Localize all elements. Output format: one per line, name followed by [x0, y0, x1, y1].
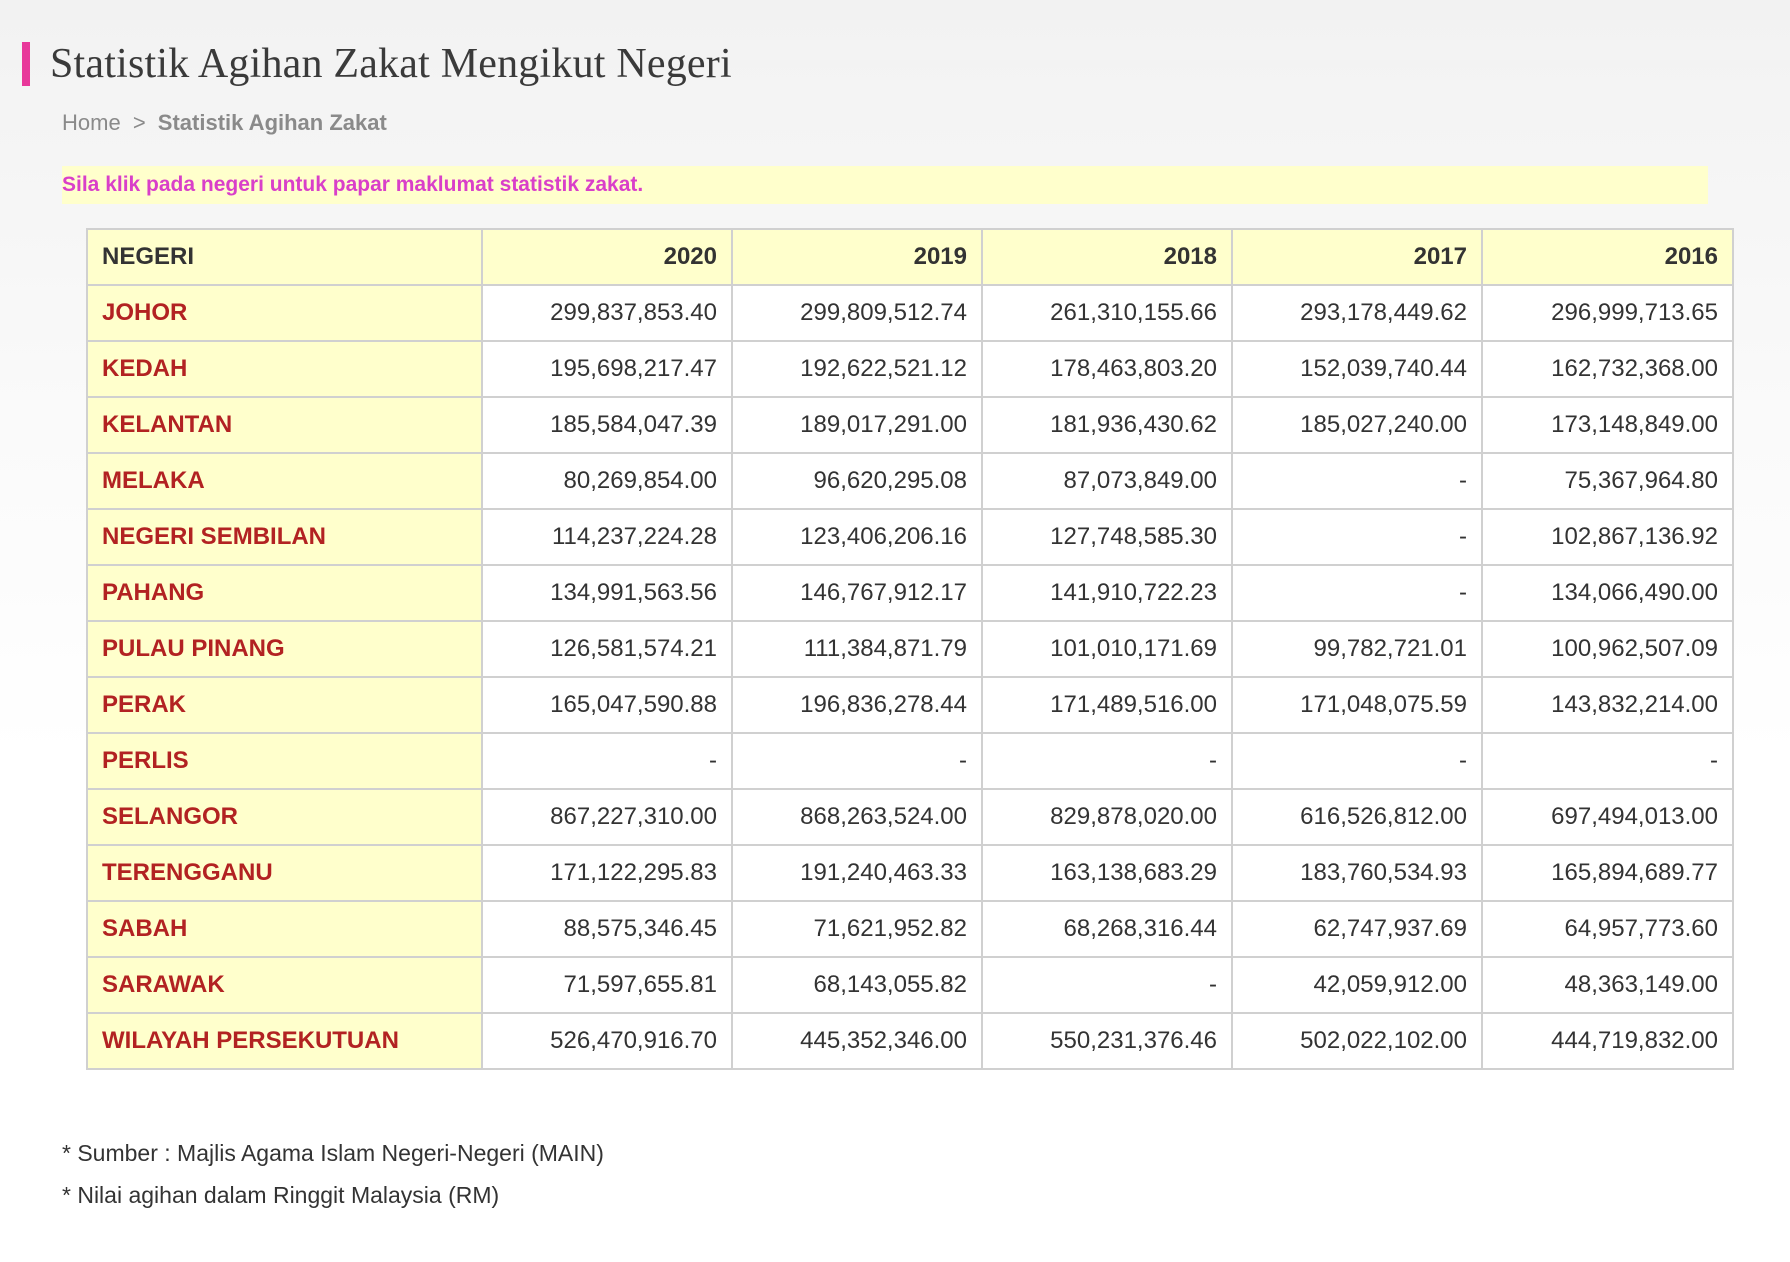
footnote-source: * Sumber : Majlis Agama Islam Negeri-Negeri (MAIN): [62, 1140, 604, 1166]
value-cell: 101,010,171.69: [982, 621, 1232, 677]
value-cell: 80,269,854.00: [482, 453, 732, 509]
notice-text: Sila klik pada negeri untuk papar maklumat statistik zakat.: [62, 173, 644, 196]
value-cell: 75,367,964.80: [1482, 453, 1733, 509]
value-cell: 146,767,912.17: [732, 565, 982, 621]
state-link-selangor[interactable]: SELANGOR: [87, 789, 482, 845]
value-cell: 299,809,512.74: [732, 285, 982, 341]
value-cell: -: [1482, 733, 1733, 789]
value-cell: 191,240,463.33: [732, 845, 982, 901]
state-link-terengganu[interactable]: TERENGGANU: [87, 845, 482, 901]
state-link-perak[interactable]: PERAK: [87, 677, 482, 733]
header-year-2017: 2017: [1232, 229, 1482, 285]
footnotes: [62, 1132, 604, 1216]
state-link-perlis[interactable]: PERLIS: [87, 733, 482, 789]
table-row: [87, 957, 1733, 1013]
value-cell: 114,237,224.28: [482, 509, 732, 565]
header-year-2020: 2020: [482, 229, 732, 285]
breadcrumb-home-link[interactable]: Home: [62, 110, 121, 135]
value-cell: 183,760,534.93: [1232, 845, 1482, 901]
value-cell: 526,470,916.70: [482, 1013, 732, 1069]
table-header: [87, 229, 1733, 285]
table-row: [87, 397, 1733, 453]
table-row: [87, 789, 1733, 845]
value-cell: 102,867,136.92: [1482, 509, 1733, 565]
value-cell: 171,489,516.00: [982, 677, 1232, 733]
value-cell: 99,782,721.01: [1232, 621, 1482, 677]
value-cell: 162,732,368.00: [1482, 341, 1733, 397]
value-cell: 143,832,214.00: [1482, 677, 1733, 733]
state-link-wilayah-persekutuan[interactable]: WILAYAH PERSEKUTUAN: [87, 1013, 482, 1069]
table-row: [87, 901, 1733, 957]
value-cell: 48,363,149.00: [1482, 957, 1733, 1013]
value-cell: 293,178,449.62: [1232, 285, 1482, 341]
value-cell: 62,747,937.69: [1232, 901, 1482, 957]
value-cell: 189,017,291.00: [732, 397, 982, 453]
value-cell: 261,310,155.66: [982, 285, 1232, 341]
value-cell: 88,575,346.45: [482, 901, 732, 957]
value-cell: -: [1232, 733, 1482, 789]
state-link-sarawak[interactable]: SARAWAK: [87, 957, 482, 1013]
header-year-2019: 2019: [732, 229, 982, 285]
value-cell: 71,597,655.81: [482, 957, 732, 1013]
table-row: [87, 621, 1733, 677]
table-row: [87, 733, 1733, 789]
value-cell: 550,231,376.46: [982, 1013, 1232, 1069]
table-row: [87, 565, 1733, 621]
breadcrumb-current: Statistik Agihan Zakat: [157, 110, 387, 135]
value-cell: 868,263,524.00: [732, 789, 982, 845]
value-cell: 134,066,490.00: [1482, 565, 1733, 621]
value-cell: -: [1232, 509, 1482, 565]
value-cell: 111,384,871.79: [732, 621, 982, 677]
value-cell: 697,494,013.00: [1482, 789, 1733, 845]
value-cell: 192,622,521.12: [732, 341, 982, 397]
state-link-kelantan[interactable]: KELANTAN: [87, 397, 482, 453]
value-cell: 64,957,773.60: [1482, 901, 1733, 957]
value-cell: 829,878,020.00: [982, 789, 1232, 845]
value-cell: 171,122,295.83: [482, 845, 732, 901]
value-cell: 71,621,952.82: [732, 901, 982, 957]
breadcrumb-separator: >: [132, 110, 146, 135]
table-row: [87, 845, 1733, 901]
value-cell: 867,227,310.00: [482, 789, 732, 845]
value-cell: 96,620,295.08: [732, 453, 982, 509]
value-cell: 87,073,849.00: [982, 453, 1232, 509]
table-row: [87, 509, 1733, 565]
value-cell: 181,936,430.62: [982, 397, 1232, 453]
header-negeri: NEGERI: [87, 229, 482, 285]
state-link-kedah[interactable]: KEDAH: [87, 341, 482, 397]
state-link-melaka[interactable]: MELAKA: [87, 453, 482, 509]
value-cell: 616,526,812.00: [1232, 789, 1482, 845]
value-cell: 296,999,713.65: [1482, 285, 1733, 341]
value-cell: 185,584,047.39: [482, 397, 732, 453]
value-cell: 444,719,832.00: [1482, 1013, 1733, 1069]
value-cell: 163,138,683.29: [982, 845, 1232, 901]
value-cell: 152,039,740.44: [1232, 341, 1482, 397]
value-cell: 299,837,853.40: [482, 285, 732, 341]
value-cell: 42,059,912.00: [1232, 957, 1482, 1013]
value-cell: 134,991,563.56: [482, 565, 732, 621]
value-cell: 445,352,346.00: [732, 1013, 982, 1069]
page-header: [22, 40, 732, 88]
header-year-2018: 2018: [982, 229, 1232, 285]
value-cell: -: [982, 733, 1232, 789]
footnote-currency: * Nilai agihan dalam Ringgit Malaysia (RM): [62, 1182, 500, 1208]
state-link-pulau-pinang[interactable]: PULAU PINANG: [87, 621, 482, 677]
value-cell: -: [732, 733, 982, 789]
value-cell: -: [982, 957, 1232, 1013]
page-title: Statistik Agihan Zakat Mengikut Negeri: [50, 41, 732, 87]
value-cell: 141,910,722.23: [982, 565, 1232, 621]
breadcrumb: [62, 110, 387, 136]
value-cell: 68,143,055.82: [732, 957, 982, 1013]
state-link-negeri-sembilan[interactable]: NEGERI SEMBILAN: [87, 509, 482, 565]
table-row: [87, 677, 1733, 733]
table-row: [87, 285, 1733, 341]
value-cell: 123,406,206.16: [732, 509, 982, 565]
value-cell: 196,836,278.44: [732, 677, 982, 733]
table-header-row: [87, 229, 1733, 285]
value-cell: 171,048,075.59: [1232, 677, 1482, 733]
table-body: [87, 285, 1733, 1069]
title-accent-bar: [22, 42, 30, 86]
value-cell: 165,047,590.88: [482, 677, 732, 733]
state-link-sabah[interactable]: SABAH: [87, 901, 482, 957]
value-cell: 126,581,574.21: [482, 621, 732, 677]
table-row: [87, 341, 1733, 397]
value-cell: 502,022,102.00: [1232, 1013, 1482, 1069]
value-cell: 100,962,507.09: [1482, 621, 1733, 677]
table-row: [87, 1013, 1733, 1069]
value-cell: 195,698,217.47: [482, 341, 732, 397]
state-link-pahang[interactable]: PAHANG: [87, 565, 482, 621]
value-cell: 165,894,689.77: [1482, 845, 1733, 901]
table-row: [87, 453, 1733, 509]
state-link-johor[interactable]: JOHOR: [87, 285, 482, 341]
zakat-statistics-table: [86, 228, 1734, 1070]
value-cell: 173,148,849.00: [1482, 397, 1733, 453]
header-year-2016: 2016: [1482, 229, 1733, 285]
value-cell: 185,027,240.00: [1232, 397, 1482, 453]
value-cell: -: [1232, 453, 1482, 509]
value-cell: -: [482, 733, 732, 789]
value-cell: 68,268,316.44: [982, 901, 1232, 957]
value-cell: 127,748,585.30: [982, 509, 1232, 565]
value-cell: -: [1232, 565, 1482, 621]
notice-banner: [62, 166, 1708, 204]
value-cell: 178,463,803.20: [982, 341, 1232, 397]
